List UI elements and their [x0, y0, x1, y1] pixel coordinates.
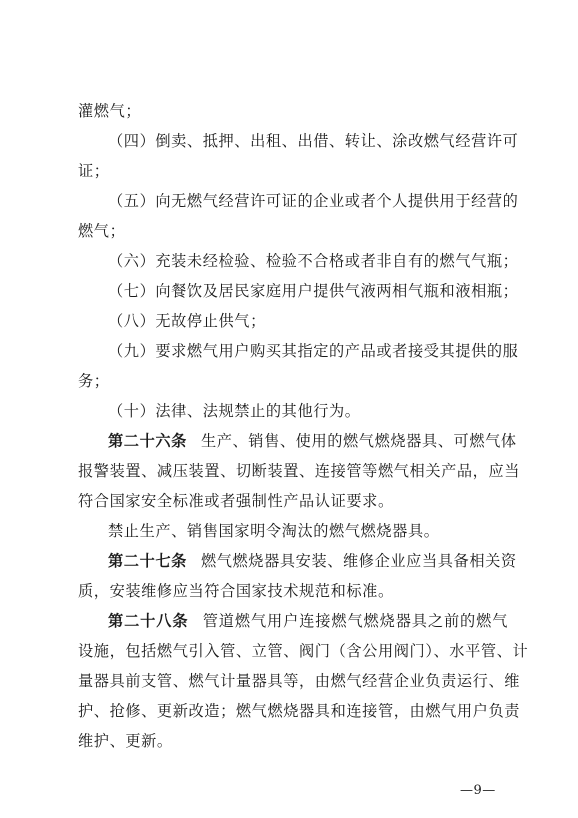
article-text: 生产、销售、使用的燃气燃烧器具、可燃气体 — [200, 432, 517, 450]
document-body — [78, 96, 529, 756]
text-line: （十）法律、法规禁止的其他行为。 — [108, 402, 361, 420]
text-line: 维护、更新。 — [78, 732, 173, 750]
article-title: 第二十八条 — [108, 612, 189, 630]
text-line: （七）向餐饮及居民家庭用户提供气液两相气瓶和液相瓶； — [108, 282, 519, 300]
article-26-first-line — [78, 426, 517, 456]
text-line: 质，安装维修应当符合国家技术规范和标准。 — [78, 582, 394, 600]
text-line: （四）倒卖、抵押、出租、出借、转让、涂改燃气经营许可 — [108, 132, 519, 150]
text-line: 量器具前支管、燃气计量器具等，由燃气经营企业负责运行、维 — [78, 672, 521, 690]
text-line: 务； — [78, 372, 110, 390]
text-line: 护、抢修、更新改造；燃气燃烧器具和连接管，由燃气用户负责 — [78, 702, 521, 720]
text-line: 报警装置、减压装置、切断装置、连接管等燃气相关产品，应当 — [78, 462, 521, 480]
text-line: 禁止生产、销售国家明令淘汰的燃气燃烧器具。 — [108, 522, 440, 540]
text-line: 灌燃气； — [78, 102, 142, 120]
text-line: （五）向无燃气经营许可证的企业或者个人提供用于经营的 — [108, 192, 519, 210]
text-line: 设施，包括燃气引入管、立管、阀门（含公用阀门）、水平管、计 — [78, 642, 529, 660]
text-line: （八）无故停止供气； — [108, 312, 266, 330]
text-line: （六）充装未经检验、检验不合格或者非自有的燃气气瓶； — [108, 252, 519, 270]
article-title: 第二十七条 — [108, 552, 187, 570]
text-line: 证； — [78, 162, 110, 180]
page-number: —9— — [460, 783, 496, 798]
article-27-first-line — [78, 546, 517, 576]
article-text: 管道燃气用户连接燃气燃烧器具之前的燃气 — [202, 612, 509, 630]
text-line: （九）要求燃气用户购买其指定的产品或者接受其提供的服 — [108, 342, 519, 360]
article-28-first-line — [78, 606, 508, 636]
text-line: 符合国家安全标准或者强制性产品认证要求。 — [78, 492, 394, 510]
article-text: 燃气燃烧器具安装、维修企业应当具备相关资 — [200, 552, 517, 570]
text-line: 燃气； — [78, 222, 126, 240]
article-title: 第二十六条 — [108, 432, 187, 450]
